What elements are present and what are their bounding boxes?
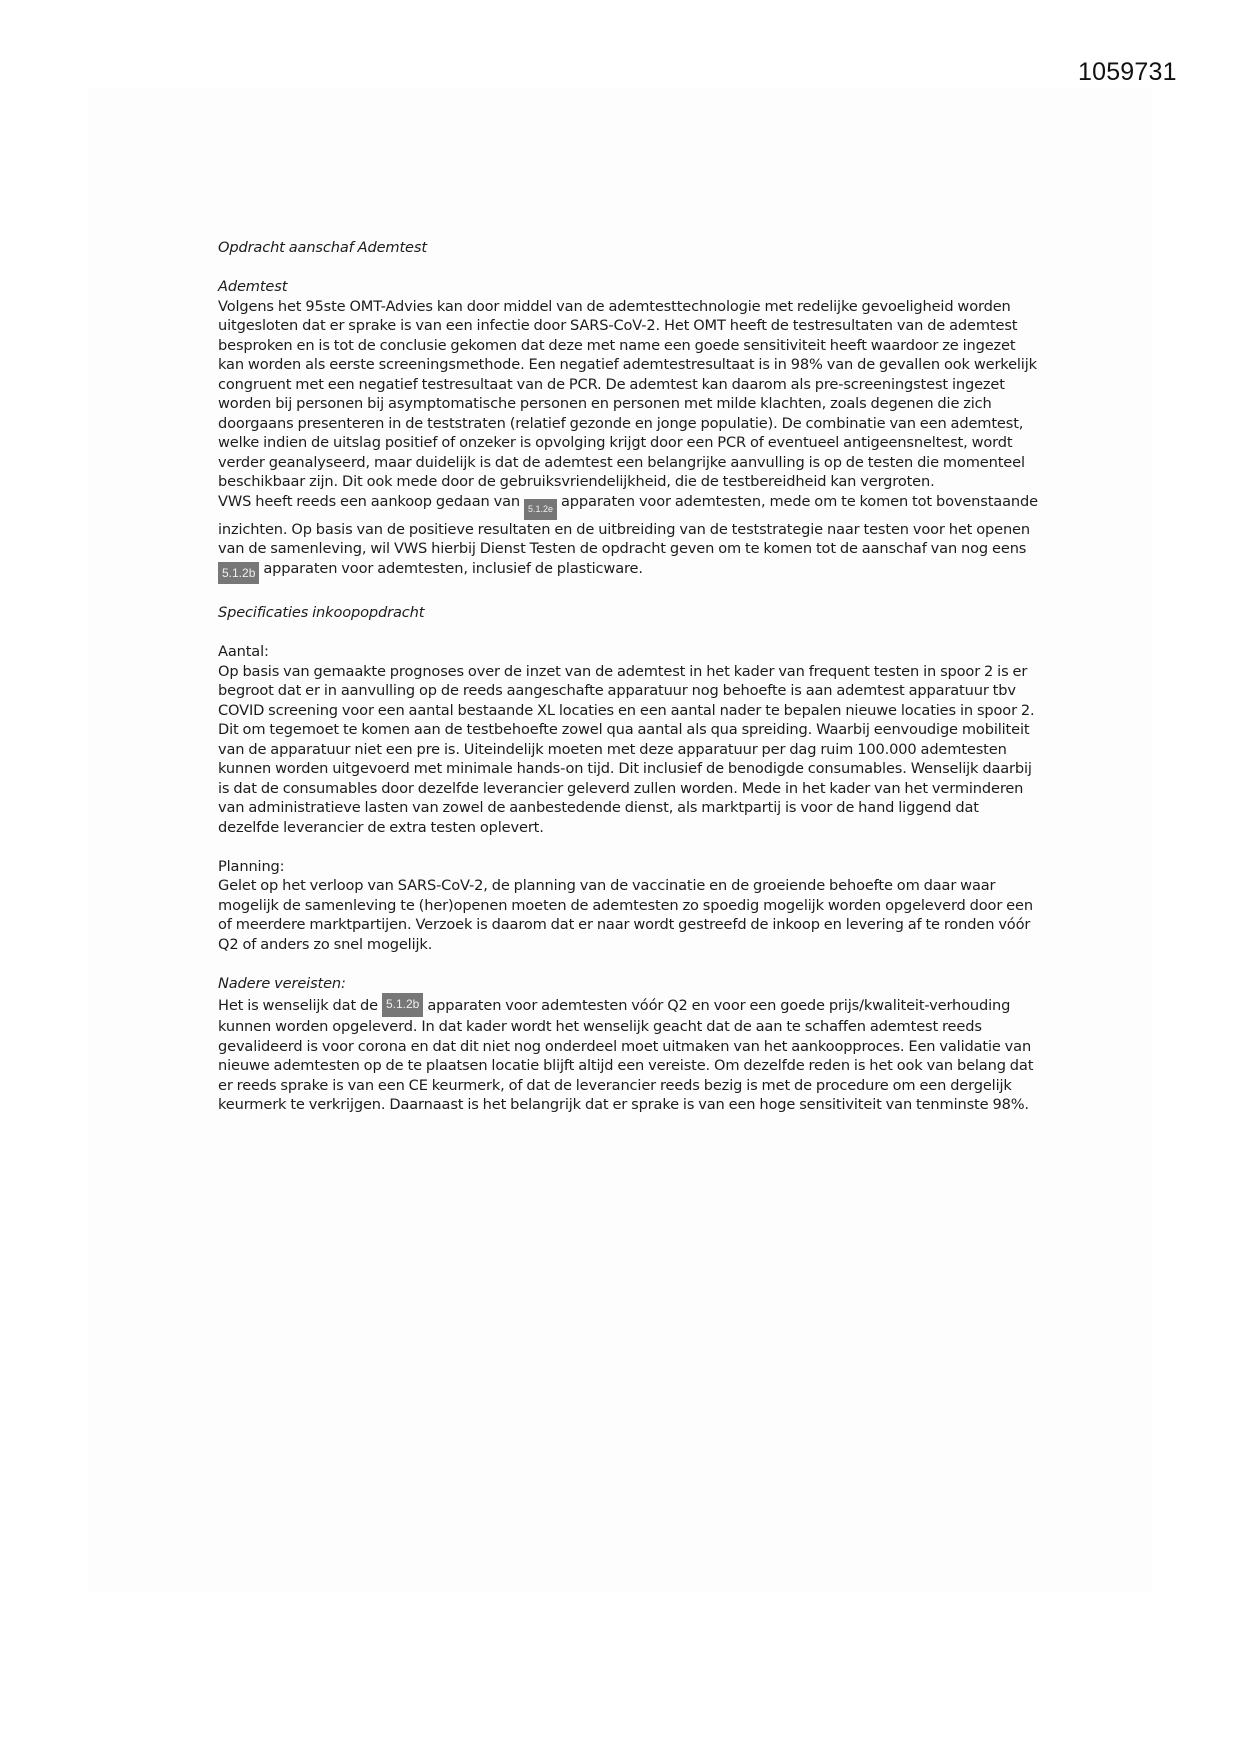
- spacer: [218, 837, 1038, 857]
- section-heading-ademtest: Ademtest: [218, 278, 288, 295]
- spacer: [218, 584, 1038, 604]
- nadere-vereisten-paragraph: [218, 993, 1038, 1115]
- ademtest-paragraph-2-text-a: VWS heeft reeds een aankoop gedaan van: [218, 492, 524, 510]
- section-heading-aantal: Aantal:: [218, 643, 269, 660]
- redaction-box: 5.1.2e: [524, 499, 557, 520]
- document-body: [218, 238, 1038, 1115]
- section-heading-specificaties: Specificaties inkoopopdracht: [218, 604, 425, 621]
- aantal-paragraph: Op basis van gemaakte prognoses over de inzet van de ademtest in het kader van frequent testen in spoor 2 is er begroot dat er in aanvulling op de reeds aangeschafte apparatuur nog behoefte is aan ademtest apparatuur tbv COVID screening voor een aantal bestaande XL locaties en een aantal nader te bepalen nieuwe locaties in spoor 2. Dit om tegemoet te komen aan de testbehoefte zowel qua aantal als qua spreiding. Waarbij eenvoudige mobiliteit van de apparatuur niet een pre is. Uiteindelijk moeten met deze apparatuur per dag ruim 100.000 ademtesten kunnen worden uitgevoerd met minimale hands-on tijd. Dit inclusief de benodigde consumables. Wenselijk daarbij is dat de consumables door dezelfde leverancier geleverd zullen worden. Mede in het kader van het verminderen van administratieve lasten van zowel de aanbestedende dienst, als marktpartij is voor de hand liggend dat dezelfde leverancier de extra testen oplevert.: [218, 662, 1035, 836]
- spacer: [218, 954, 1038, 974]
- section-heading-nadere-vereisten: Nadere vereisten:: [218, 974, 346, 992]
- spacer: [218, 623, 1038, 643]
- ademtest-paragraph-2-text-c: apparaten voor ademtesten, inclusief de plasticware.: [259, 559, 643, 577]
- nadere-vereisten-text-a: Het is wenselijk dat de: [218, 997, 382, 1014]
- nadere-vereisten-text-b: apparaten voor ademtesten vóór Q2 en voor een goede prijs/kwaliteit-verhouding kunnen worden opgeleverd. In dat kader wordt het wenselijk geacht dat de aan te schaffen ademtest reeds gevalideerd is voor corona en dat dit niet nog onderdeel moet uitmaken van het aankoopproces. Een validatie van nieuwe ademtesten op de te plaatsen locatie blijft altijd een vereiste. Om dezelfde reden is het ook van belang dat er reeds sprake is van een CE keurmerk, of dat de leverancier reeds bezig is met de procedure om een dergelijk keurmerk te verkrijgen. Daarnaast is het belangrijk dat er sprake is van een hoge sensitiviteit van tenminste 98%.: [218, 997, 1034, 1113]
- ademtest-paragraph-2: [218, 492, 1038, 584]
- spacer: [218, 258, 1038, 278]
- redaction-box: 5.1.2b: [218, 562, 259, 584]
- section-heading-planning: Planning:: [218, 857, 285, 875]
- document-id-number: 1059731: [1078, 58, 1177, 86]
- ademtest-paragraph-2-text-b: apparaten voor ademtesten, mede om te komen tot bovenstaande inzichten. Op basis van de positieve resultaten en de uitbreiding van de teststrategie naar testen voor het openen van de samenleving, wil VWS hierbij Dienst Testen de opdracht geven om te komen tot de aanschaf van nog eens: [218, 492, 1038, 557]
- document-title: Opdracht aanschaf Ademtest: [218, 239, 427, 256]
- ademtest-paragraph-1: Volgens het 95ste OMT-Advies kan door middel van de ademtesttechnologie met redelijke gevoeligheid worden uitgesloten dat er sprake is van een infectie door SARS-CoV-2. Het OMT heeft de testresultaten van de ademtest besproken en is tot de conclusie gekomen dat deze met name een goede sensitiviteit heeft waardoor ze ingezet kan worden als eerste screeningsmethode. Een negatief ademtestresultaat is in 98% van de gevallen ook werkelijk congruent met een negatief testresultaat van de PCR. De ademtest kan daarom als pre-screeningstest ingezet worden bij personen bij asymptomatische personen en personen met milde klachten, zoals degenen die zich doorgaans presenteren in de teststraten (relatief gezonde en jonge populatie). De combinatie van een ademtest, welke indien de uitslag positief of onzeker is opvolging krijgt door een PCR of eventueel antigeensneltest, wordt verder geanalyseerd, maar duidelijk is dat de ademtest een belangrijke aanvulling is op de testen die momenteel beschikbaar zijn. Dit ook mede door de gebruiksvriendelijkheid, die de testbereidheid kan vergroten.: [218, 297, 1037, 490]
- planning-paragraph: Gelet op het verloop van SARS-CoV-2, de planning van de vaccinatie en de groeiende behoefte om daar waar mogelijk de samenleving te (her)openen moeten de ademtesten zo spoedig mogelijk worden opgeleverd door een of meerdere marktpartijen. Verzoek is daarom dat er naar wordt gestreefd de inkoop en levering af te ronden vóór Q2 of anders zo snel mogelijk.: [218, 877, 1033, 953]
- redaction-box: 5.1.2b: [382, 993, 423, 1017]
